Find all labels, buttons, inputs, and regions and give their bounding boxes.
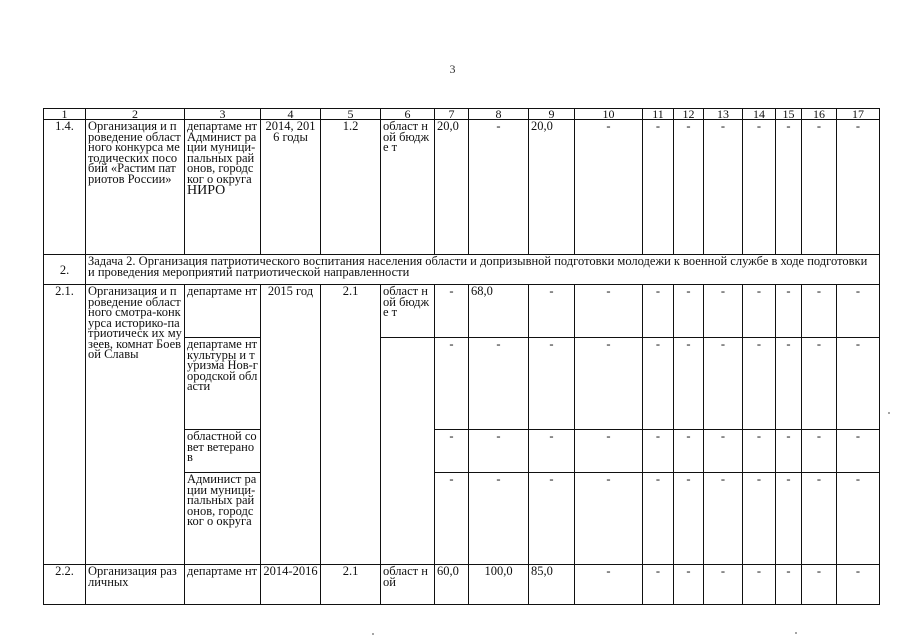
years-cell: 2015 год	[261, 285, 321, 565]
value-cell: -	[743, 285, 776, 338]
executor-cell	[185, 120, 261, 255]
value-cell: -	[776, 285, 802, 338]
header-cell: 15	[776, 109, 802, 120]
value-cell: -	[435, 285, 469, 338]
value-cell: -	[743, 473, 776, 565]
executor-cell: департаме нт культуры и туризма Нов-городской области	[185, 338, 261, 430]
header-cell: 10	[575, 109, 643, 120]
value-cell: -	[575, 473, 643, 565]
row-number: 2.1.	[44, 285, 86, 565]
value-cell: 60,0	[435, 565, 469, 605]
value-cell: -	[674, 473, 704, 565]
value-cell: -	[743, 120, 776, 255]
value-cell: -	[575, 430, 643, 473]
value-cell: -	[529, 430, 575, 473]
table-header-row	[44, 109, 880, 120]
value-cell: -	[575, 338, 643, 430]
value-cell: -	[529, 285, 575, 338]
value-cell: -	[837, 120, 880, 255]
value-cell: -	[704, 565, 743, 605]
value-cell: -	[643, 565, 674, 605]
table-row	[44, 285, 880, 338]
value-cell: 100,0	[469, 565, 529, 605]
executor-cell: департаме нт	[185, 285, 261, 338]
value-cell: -	[704, 285, 743, 338]
header-cell: 1	[44, 109, 86, 120]
task-description: Задача 2. Организация патриотического воспитания населения области и допризывной подготовки молодежи к военной службе в ходе подготовки и проведения мероприятий патриотической направленности	[86, 255, 880, 285]
value-cell: -	[802, 473, 837, 565]
value-cell: -	[776, 565, 802, 605]
value-cell: -	[674, 430, 704, 473]
value-cell: -	[802, 565, 837, 605]
header-cell: 9	[529, 109, 575, 120]
table-row	[44, 120, 880, 255]
header-cell: 16	[802, 109, 837, 120]
executor-text: департаме нт Админист рации муници-пальных районов, городског о округа	[187, 119, 258, 186]
activity-name: Организация и проведение областного смотра-конкурса историко-патриотическ их музеев, комнат Боевой Славы	[86, 285, 185, 565]
value-cell: -	[776, 430, 802, 473]
value-cell: -	[837, 430, 880, 473]
value-cell: -	[435, 473, 469, 565]
header-cell: 4	[261, 109, 321, 120]
table-row	[44, 565, 880, 605]
executor-cell: департаме нт	[185, 565, 261, 605]
value-cell: -	[469, 430, 529, 473]
value-cell: -	[643, 430, 674, 473]
header-cell: 3	[185, 109, 261, 120]
activity-name: Организация различных	[86, 565, 185, 605]
years-cell: 2014, 2016 годы	[261, 120, 321, 255]
header-cell: 13	[704, 109, 743, 120]
header-cell: 11	[643, 109, 674, 120]
value-cell: 20,0	[435, 120, 469, 255]
program-activities-table	[43, 108, 880, 605]
funding-source: област ной бюдже т	[381, 120, 435, 255]
value-cell: -	[743, 430, 776, 473]
value-cell: 68,0	[469, 285, 529, 338]
value-cell: -	[704, 473, 743, 565]
header-cell: 12	[674, 109, 704, 120]
activity-name: Организация и проведение областного конкурса методических пособий «Растим патриотов России»	[86, 120, 185, 255]
funding-source	[381, 430, 435, 473]
value-cell: -	[776, 473, 802, 565]
header-cell: 14	[743, 109, 776, 120]
value-cell: -	[802, 285, 837, 338]
executor-extra: НИРО	[187, 183, 226, 198]
row-number: 1.4.	[44, 120, 86, 255]
funding-source	[381, 338, 435, 430]
target-indicator: 1.2	[321, 120, 381, 255]
value-cell: -	[704, 430, 743, 473]
value-cell: -	[743, 565, 776, 605]
page-number: 3	[449, 62, 456, 76]
value-cell: -	[837, 285, 880, 338]
value-cell: -	[469, 473, 529, 565]
task-row	[44, 255, 880, 285]
value-cell: -	[529, 473, 575, 565]
value-cell: -	[776, 120, 802, 255]
value-cell: -	[643, 338, 674, 430]
header-cell: 5	[321, 109, 381, 120]
value-cell: -	[837, 338, 880, 430]
value-cell: -	[743, 338, 776, 430]
value-cell: -	[643, 285, 674, 338]
value-cell: -	[802, 430, 837, 473]
value-cell: -	[575, 120, 643, 255]
value-cell: -	[674, 120, 704, 255]
value-cell: -	[575, 285, 643, 338]
row-number: 2.2.	[44, 565, 86, 605]
value-cell: -	[435, 338, 469, 430]
target-indicator: 2.1	[321, 285, 381, 565]
value-cell: -	[643, 473, 674, 565]
task-number: 2.	[44, 255, 86, 285]
value-cell: -	[529, 338, 575, 430]
value-cell: -	[674, 338, 704, 430]
value-cell: 20,0	[529, 120, 575, 255]
value-cell: 85,0	[529, 565, 575, 605]
value-cell: -	[704, 120, 743, 255]
header-cell: 7	[435, 109, 469, 120]
value-cell: -	[704, 338, 743, 430]
value-cell: -	[802, 120, 837, 255]
executor-cell: областной совет ветеранов	[185, 430, 261, 473]
funding-source: област ной бюдже т	[381, 285, 435, 338]
header-cell: 8	[469, 109, 529, 120]
value-cell: -	[643, 120, 674, 255]
value-cell: -	[837, 473, 880, 565]
target-indicator: 2.1	[321, 565, 381, 605]
value-cell: -	[776, 338, 802, 430]
executor-cell: Админист рации муници-пальных районов, городског о округа	[185, 473, 261, 565]
value-cell: -	[802, 338, 837, 430]
page-bottom-margin	[0, 609, 905, 640]
value-cell: -	[837, 565, 880, 605]
years-cell: 2014-2016	[261, 565, 321, 605]
scan-speck	[888, 412, 890, 414]
value-cell: -	[575, 565, 643, 605]
value-cell: -	[674, 285, 704, 338]
funding-source: област ной	[381, 565, 435, 605]
header-cell: 2	[86, 109, 185, 120]
header-cell: 17	[837, 109, 880, 120]
value-cell: -	[469, 120, 529, 255]
scan-speck	[795, 632, 797, 634]
value-cell: -	[469, 338, 529, 430]
value-cell: -	[435, 430, 469, 473]
funding-source	[381, 473, 435, 565]
header-cell: 6	[381, 109, 435, 120]
scan-speck	[372, 633, 374, 635]
value-cell: -	[674, 565, 704, 605]
